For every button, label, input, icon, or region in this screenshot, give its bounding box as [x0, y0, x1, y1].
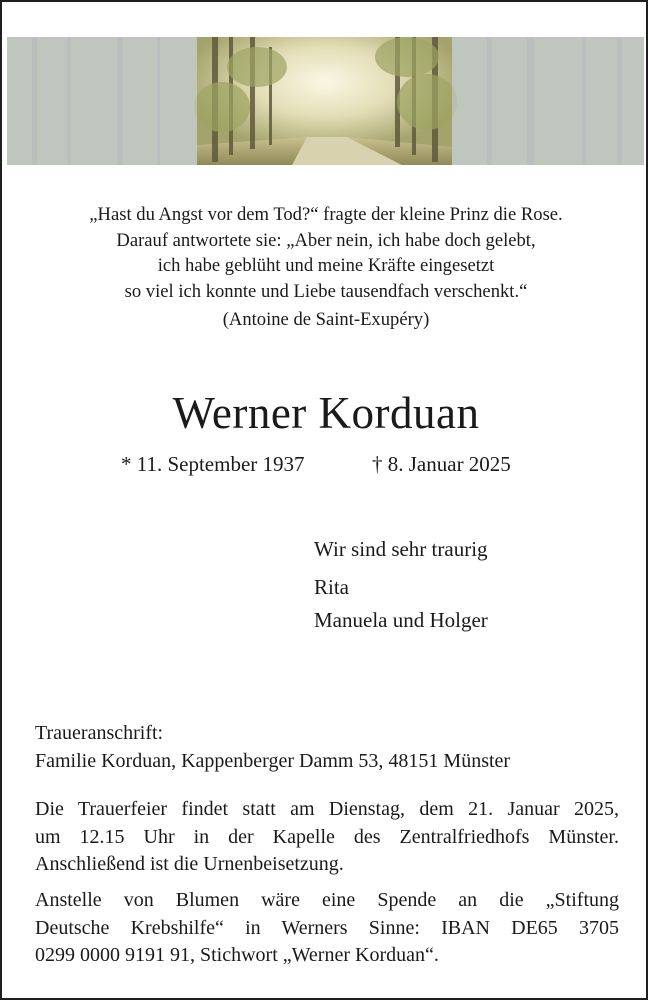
forest-path-photo [7, 37, 644, 165]
donation-line: Anstelle von Blumen wäre eine Spende an die „Stiftung [35, 889, 619, 911]
donation-line: Deutsche Krebshilfe“ in Werners Sinne: IBAN DE65 3705 [35, 916, 619, 939]
quote-line: „Hast du Angst vor dem Tod?“ fragte der kleine Prinz die Rose. [89, 204, 563, 225]
ceremony-info [35, 796, 619, 879]
death-date: † 8. Januar 2025 [372, 452, 511, 476]
ceremony-line: Anschließend ist die Urnenbeisetzung. [35, 853, 344, 875]
ceremony-line: Die Trauerfeier findet statt am Dienstag, dem 21. Januar 2025, [35, 798, 619, 820]
donation-line: 0299 0000 9191 91, Stichwort „Werner Korduan“. [35, 944, 439, 966]
birth-date: * 11. September 1937 [121, 452, 305, 476]
address-line: Familie Korduan, Kappenberger Damm 53, 48151 Münster [35, 749, 511, 772]
mourners-intro: Wir sind sehr traurig [314, 537, 488, 561]
forest-path-icon [7, 37, 644, 165]
mourner-name: Manuela und Holger [314, 608, 488, 632]
ceremony-line: um 12.15 Uhr in der Kapelle des Zentralfriedhofs Münster. [35, 825, 619, 848]
deceased-name: Werner Korduan [172, 388, 480, 438]
address-label: Traueranschrift: [35, 722, 164, 744]
quote-attribution: (Antoine de Saint-Exupéry) [222, 309, 430, 330]
quote [2, 202, 648, 304]
quote-line: Darauf antwortete sie: „Aber nein, ich habe doch gelebt, [116, 229, 536, 251]
mourner-name: Rita [314, 575, 349, 599]
quote-line: so viel ich konnte und Liebe tausendfach verschenkt.“ [124, 280, 528, 302]
donation-info [35, 887, 619, 970]
quote-line: ich habe geblüht und meine Kräfte eingesetzt [157, 255, 495, 276]
mourners [314, 537, 488, 637]
condolence-address [35, 720, 619, 775]
